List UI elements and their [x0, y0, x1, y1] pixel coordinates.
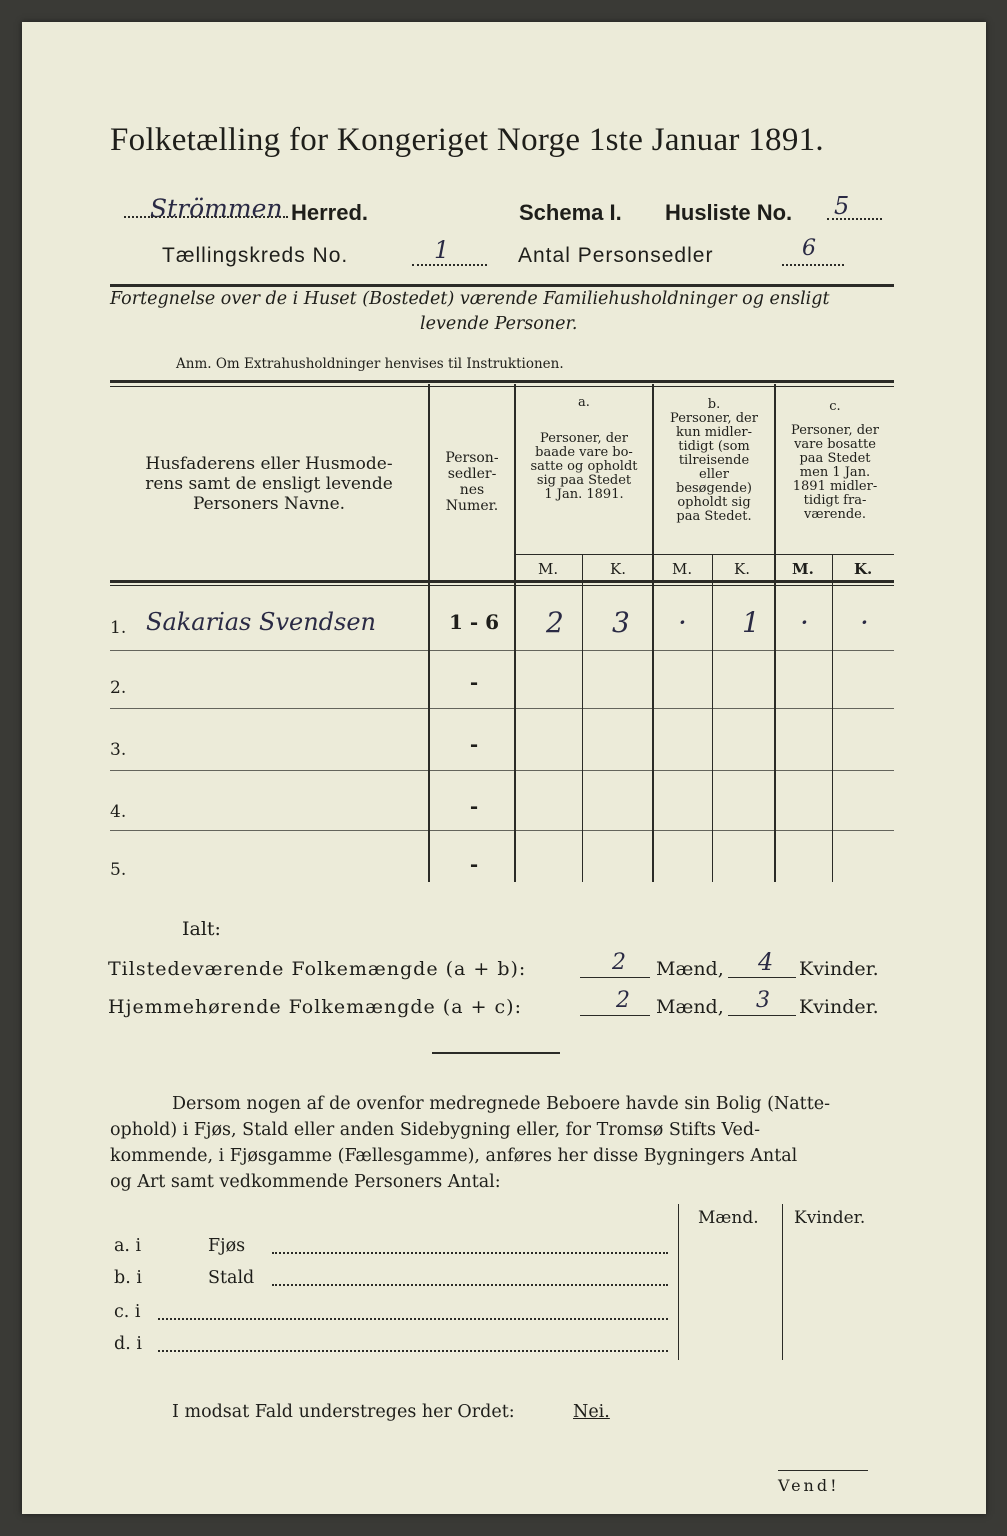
building-letter: c. i: [114, 1302, 141, 1322]
totals-line-2-maend: Mænd,: [656, 996, 724, 1018]
husliste-value: 5: [834, 192, 850, 220]
mk-a-k: K.: [610, 560, 626, 578]
intro-line-2: levende Personer.: [420, 314, 578, 334]
row-number: 2.: [110, 678, 127, 698]
row-sedler-numer: 1 - 6: [448, 610, 500, 634]
ialt-label: Ialt:: [182, 918, 221, 940]
totals-line-1-m: 2: [612, 950, 626, 975]
col-c-header: c. Personer, der vare bosatte paa Stedet men 1 Jan. 1891 midler- tidigt fra- værende.: [791, 399, 879, 522]
row-cell-cM: ·: [800, 606, 809, 639]
building-letter: a. i: [114, 1236, 142, 1256]
nei-instruction: I modsat Fald understreges her Ordet:: [172, 1402, 515, 1422]
totals-line-2-m: 2: [616, 988, 630, 1013]
mk-a-m: M.: [538, 560, 559, 578]
col-num-header: Person- sedler- nes Numer.: [445, 450, 499, 514]
para-line-4: og Art samt vedkommende Personers Antal:: [110, 1172, 501, 1192]
herred-value: Strömmen: [150, 194, 283, 223]
building-letter: d. i: [114, 1334, 142, 1354]
col-name-header: Husfaderens eller Husmode- rens samt de ensligt levende Personers Navne.: [145, 454, 393, 514]
intro-line-1: Fortegnelse over de i Huset (Bostedet) værende Familiehusholdninger og ensligt: [110, 289, 830, 309]
row-sedler-numer: -: [469, 794, 479, 818]
vend-label: Vend!: [778, 1476, 840, 1495]
schema-label: Schema I.: [519, 200, 622, 225]
row-cell-cK: ·: [860, 606, 869, 639]
buildings-header-kvinder: Kvinder.: [794, 1208, 866, 1228]
building-name: Stald: [208, 1268, 255, 1288]
row-number: 4.: [110, 802, 127, 822]
row-cell-aK: 3: [612, 606, 630, 639]
para-line-1: Dersom nogen af de ovenfor medregnede Beboere havde sin Bolig (Natte-: [172, 1094, 831, 1114]
husliste-label: Husliste No.: [665, 200, 793, 225]
mk-c-m: M.: [792, 560, 814, 578]
totals-line-2-kvinder: Kvinder.: [799, 996, 879, 1018]
row-sedler-numer: -: [469, 670, 479, 694]
nei-word: Nei.: [573, 1402, 610, 1422]
antal-label: Antal Personsedler: [518, 244, 714, 267]
row-number: 5.: [110, 860, 127, 880]
antal-value: 6: [802, 236, 816, 261]
totals-line-1-k: 4: [758, 948, 774, 976]
totals-line-1-label: Tilstedeværende Folkemængde (a + b):: [108, 958, 527, 980]
col-b-header: b. Personer, der kun midler- tidigt (som tilreisende eller besøgende) opholdt sig paa Stedet.: [670, 397, 758, 524]
anm-note: Anm. Om Extrahusholdninger henvises til Instruktionen.: [176, 356, 564, 372]
table-top-rule: [110, 380, 894, 383]
totals-line-2-label: Hjemmehørende Folkemængde (a + c):: [108, 996, 522, 1018]
building-name: Fjøs: [208, 1236, 246, 1256]
row-number: 3.: [110, 740, 127, 760]
totals-line-1-kvinder: Kvinder.: [799, 958, 879, 980]
kreds-label: Tællingskreds No.: [162, 244, 349, 267]
short-divider: [432, 1052, 560, 1054]
col-a-header: a. Personer, der baade vare bo- satte og opholdt sig paa Stedet 1 Jan. 1891.: [530, 395, 638, 502]
mk-b-k: K.: [734, 560, 750, 578]
para-line-3: kommende, i Fjøsgamme (Fællesgamme), anføres her disse Bygningers Antal: [110, 1146, 798, 1166]
divider: [110, 284, 894, 287]
building-letter: b. i: [114, 1268, 142, 1288]
row-name: Sakarias Svendsen: [146, 608, 377, 636]
mk-c-k: K.: [854, 560, 873, 578]
para-line-2: ophold) i Fjøs, Stald eller anden Sidebygning eller, for Tromsø Stifts Ved-: [110, 1120, 761, 1140]
herred-label: Herred.: [291, 200, 369, 225]
totals-line-1-maend: Mænd,: [656, 958, 724, 980]
mk-b-m: M.: [672, 560, 693, 578]
row-number: 1.: [110, 618, 127, 638]
row-cell-bK: 1: [742, 606, 760, 639]
totals-line-2-k: 3: [756, 988, 770, 1013]
buildings-header-maend: Mænd.: [698, 1208, 759, 1228]
row-sedler-numer: -: [469, 852, 479, 876]
row-cell-aM: 2: [546, 606, 564, 639]
kreds-value: 1: [434, 236, 450, 264]
census-form: [22, 22, 986, 1514]
form-title: Folketælling for Kongeriget Norge 1ste Januar 1891.: [110, 122, 824, 158]
table-header-rule: [110, 580, 894, 583]
row-cell-bM: ·: [678, 606, 687, 639]
row-sedler-numer: -: [469, 732, 479, 756]
